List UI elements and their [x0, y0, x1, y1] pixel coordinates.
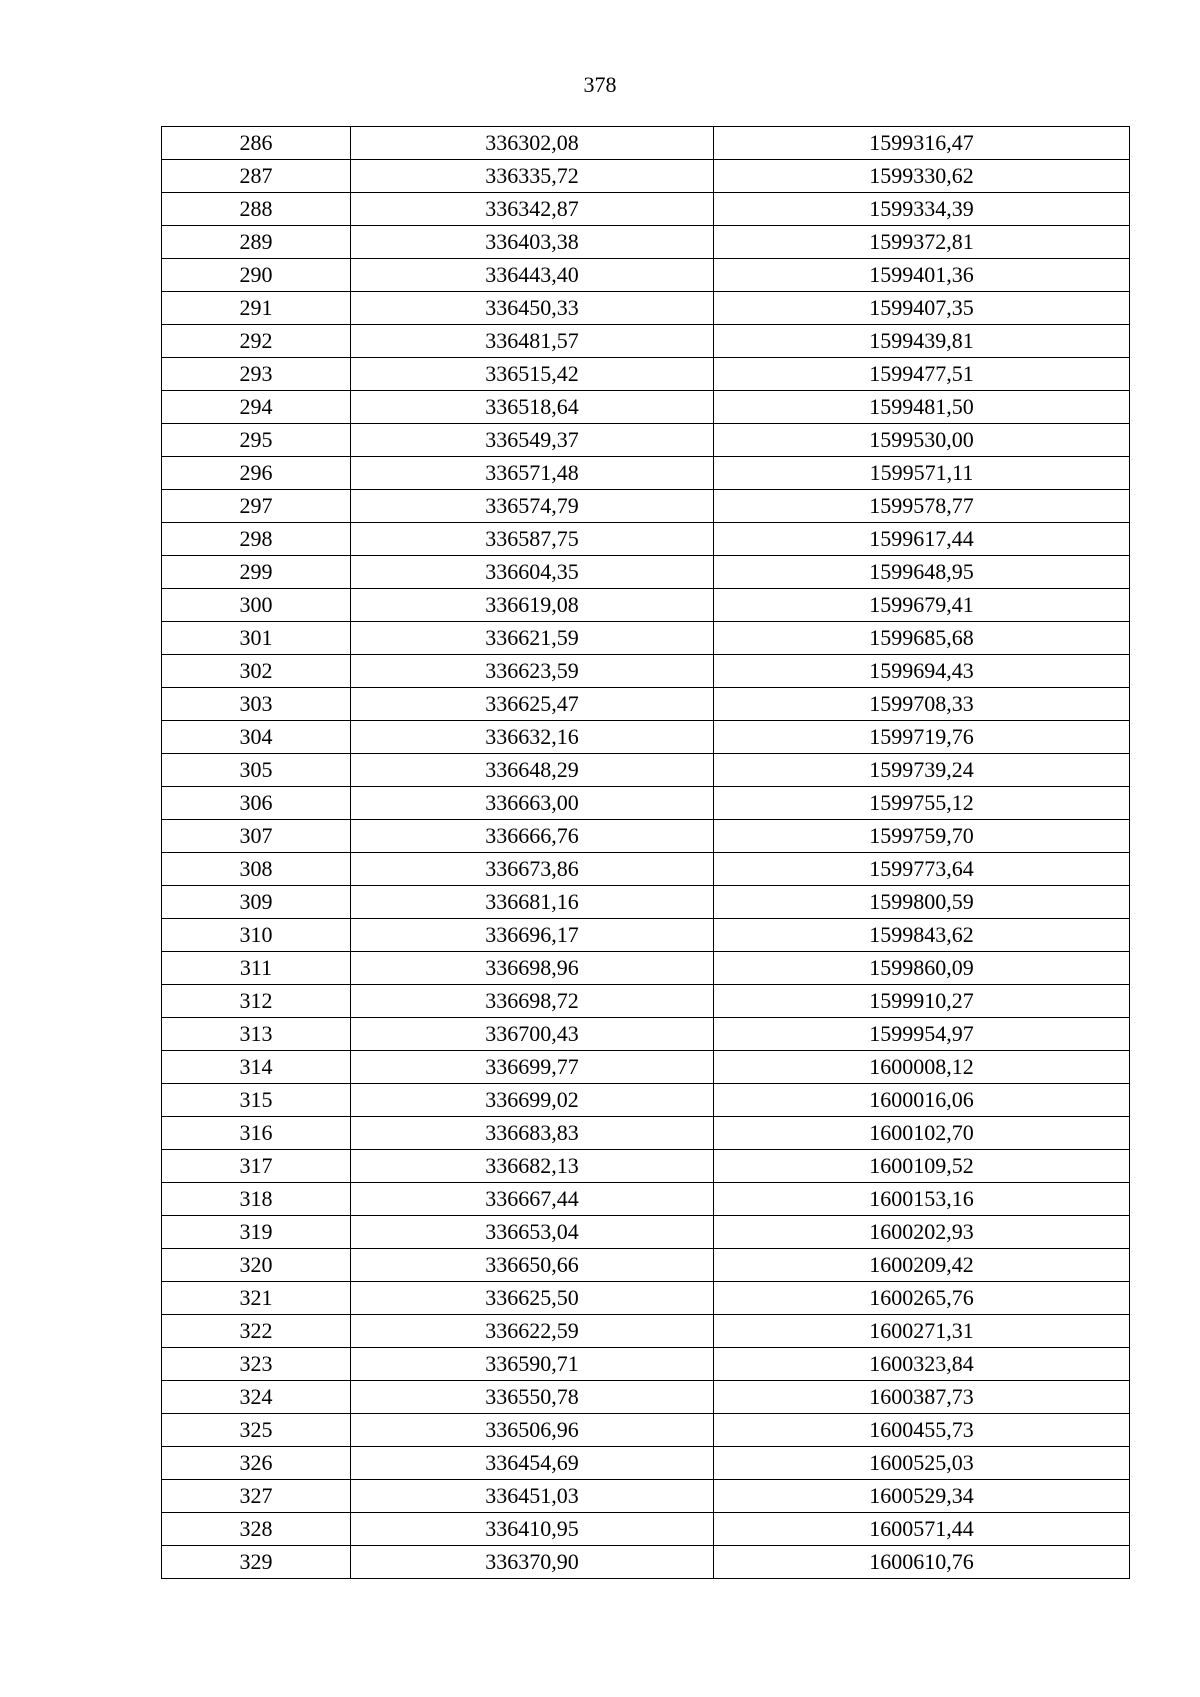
point-number-cell: 301 — [162, 622, 351, 655]
y-coordinate-cell: 1599739,24 — [714, 754, 1130, 787]
point-number-cell: 314 — [162, 1051, 351, 1084]
point-number-cell: 326 — [162, 1447, 351, 1480]
point-number-cell: 308 — [162, 853, 351, 886]
point-number-cell: 310 — [162, 919, 351, 952]
table-row — [162, 985, 1130, 1018]
table-row — [162, 325, 1130, 358]
y-coordinate-cell: 1599648,95 — [714, 556, 1130, 589]
point-number-cell: 319 — [162, 1216, 351, 1249]
table-row — [162, 1414, 1130, 1447]
x-coordinate-cell: 336518,64 — [351, 391, 714, 424]
table-row — [162, 919, 1130, 952]
x-coordinate-cell: 336410,95 — [351, 1513, 714, 1546]
table-row — [162, 1381, 1130, 1414]
table-row — [162, 391, 1130, 424]
point-number-cell: 324 — [162, 1381, 351, 1414]
point-number-cell: 294 — [162, 391, 351, 424]
y-coordinate-cell: 1600016,06 — [714, 1084, 1130, 1117]
table-row — [162, 1216, 1130, 1249]
point-number-cell: 292 — [162, 325, 351, 358]
x-coordinate-cell: 336454,69 — [351, 1447, 714, 1480]
point-number-cell: 321 — [162, 1282, 351, 1315]
table-row — [162, 193, 1130, 226]
table-row — [162, 754, 1130, 787]
x-coordinate-cell: 336667,44 — [351, 1183, 714, 1216]
table-row — [162, 589, 1130, 622]
x-coordinate-cell: 336673,86 — [351, 853, 714, 886]
point-number-cell: 300 — [162, 589, 351, 622]
point-number-cell: 323 — [162, 1348, 351, 1381]
x-coordinate-cell: 336370,90 — [351, 1546, 714, 1579]
page-number: 378 — [583, 72, 617, 97]
x-coordinate-cell: 336666,76 — [351, 820, 714, 853]
x-coordinate-cell: 336663,00 — [351, 787, 714, 820]
point-number-cell: 293 — [162, 358, 351, 391]
table-row — [162, 226, 1130, 259]
x-coordinate-cell: 336443,40 — [351, 259, 714, 292]
table-row — [162, 1084, 1130, 1117]
y-coordinate-cell: 1599578,77 — [714, 490, 1130, 523]
y-coordinate-cell: 1599617,44 — [714, 523, 1130, 556]
point-number-cell: 302 — [162, 655, 351, 688]
table-row — [162, 358, 1130, 391]
x-coordinate-cell: 336625,50 — [351, 1282, 714, 1315]
y-coordinate-cell: 1599800,59 — [714, 886, 1130, 919]
point-number-cell: 322 — [162, 1315, 351, 1348]
point-number-cell: 309 — [162, 886, 351, 919]
point-number-cell: 316 — [162, 1117, 351, 1150]
table-row — [162, 1117, 1130, 1150]
y-coordinate-cell: 1600209,42 — [714, 1249, 1130, 1282]
y-coordinate-cell: 1600153,16 — [714, 1183, 1130, 1216]
x-coordinate-cell: 336549,37 — [351, 424, 714, 457]
table-row — [162, 820, 1130, 853]
y-coordinate-cell: 1600202,93 — [714, 1216, 1130, 1249]
y-coordinate-cell: 1600455,73 — [714, 1414, 1130, 1447]
table-row — [162, 1513, 1130, 1546]
y-coordinate-cell: 1599954,97 — [714, 1018, 1130, 1051]
table-row — [162, 1348, 1130, 1381]
point-number-cell: 286 — [162, 127, 351, 160]
point-number-cell: 290 — [162, 259, 351, 292]
point-number-cell: 327 — [162, 1480, 351, 1513]
table-row — [162, 1150, 1130, 1183]
x-coordinate-cell: 336699,02 — [351, 1084, 714, 1117]
x-coordinate-cell: 336700,43 — [351, 1018, 714, 1051]
x-coordinate-cell: 336515,42 — [351, 358, 714, 391]
y-coordinate-cell: 1600610,76 — [714, 1546, 1130, 1579]
coordinates-table-body — [162, 127, 1130, 1579]
table-row — [162, 424, 1130, 457]
table-row — [162, 556, 1130, 589]
point-number-cell: 307 — [162, 820, 351, 853]
table-row — [162, 1051, 1130, 1084]
x-coordinate-cell: 336622,59 — [351, 1315, 714, 1348]
x-coordinate-cell: 336590,71 — [351, 1348, 714, 1381]
x-coordinate-cell: 336698,72 — [351, 985, 714, 1018]
table-row — [162, 1546, 1130, 1579]
y-coordinate-cell: 1599860,09 — [714, 952, 1130, 985]
point-number-cell: 312 — [162, 985, 351, 1018]
y-coordinate-cell: 1600102,70 — [714, 1117, 1130, 1150]
point-number-cell: 305 — [162, 754, 351, 787]
y-coordinate-cell: 1599685,68 — [714, 622, 1130, 655]
table-row — [162, 1282, 1130, 1315]
table-row — [162, 523, 1130, 556]
y-coordinate-cell: 1600008,12 — [714, 1051, 1130, 1084]
x-coordinate-cell: 336696,17 — [351, 919, 714, 952]
x-coordinate-cell: 336648,29 — [351, 754, 714, 787]
x-coordinate-cell: 336683,83 — [351, 1117, 714, 1150]
y-coordinate-cell: 1599407,35 — [714, 292, 1130, 325]
x-coordinate-cell: 336451,03 — [351, 1480, 714, 1513]
x-coordinate-cell: 336481,57 — [351, 325, 714, 358]
table-row — [162, 160, 1130, 193]
point-number-cell: 313 — [162, 1018, 351, 1051]
x-coordinate-cell: 336623,59 — [351, 655, 714, 688]
table-row — [162, 622, 1130, 655]
table-row — [162, 1249, 1130, 1282]
table-row — [162, 655, 1130, 688]
x-coordinate-cell: 336682,13 — [351, 1150, 714, 1183]
x-coordinate-cell: 336506,96 — [351, 1414, 714, 1447]
x-coordinate-cell: 336335,72 — [351, 160, 714, 193]
y-coordinate-cell: 1599843,62 — [714, 919, 1130, 952]
x-coordinate-cell: 336653,04 — [351, 1216, 714, 1249]
x-coordinate-cell: 336619,08 — [351, 589, 714, 622]
table-row — [162, 1018, 1130, 1051]
x-coordinate-cell: 336550,78 — [351, 1381, 714, 1414]
x-coordinate-cell: 336342,87 — [351, 193, 714, 226]
table-row — [162, 127, 1130, 160]
table-row — [162, 886, 1130, 919]
x-coordinate-cell: 336302,08 — [351, 127, 714, 160]
point-number-cell: 318 — [162, 1183, 351, 1216]
point-number-cell: 299 — [162, 556, 351, 589]
table-row — [162, 688, 1130, 721]
x-coordinate-cell: 336604,35 — [351, 556, 714, 589]
y-coordinate-cell: 1599334,39 — [714, 193, 1130, 226]
table-row — [162, 457, 1130, 490]
point-number-cell: 317 — [162, 1150, 351, 1183]
table-row — [162, 721, 1130, 754]
table-row — [162, 853, 1130, 886]
table-row — [162, 1480, 1130, 1513]
x-coordinate-cell: 336698,96 — [351, 952, 714, 985]
point-number-cell: 325 — [162, 1414, 351, 1447]
point-number-cell: 298 — [162, 523, 351, 556]
table-row — [162, 259, 1130, 292]
point-number-cell: 306 — [162, 787, 351, 820]
y-coordinate-cell: 1599330,62 — [714, 160, 1130, 193]
y-coordinate-cell: 1599910,27 — [714, 985, 1130, 1018]
point-number-cell: 297 — [162, 490, 351, 523]
point-number-cell: 289 — [162, 226, 351, 259]
y-coordinate-cell: 1599439,81 — [714, 325, 1130, 358]
point-number-cell: 295 — [162, 424, 351, 457]
y-coordinate-cell: 1599530,00 — [714, 424, 1130, 457]
y-coordinate-cell: 1599759,70 — [714, 820, 1130, 853]
point-number-cell: 328 — [162, 1513, 351, 1546]
y-coordinate-cell: 1599316,47 — [714, 127, 1130, 160]
point-number-cell: 320 — [162, 1249, 351, 1282]
table-row — [162, 952, 1130, 985]
point-number-cell: 315 — [162, 1084, 351, 1117]
y-coordinate-cell: 1599708,33 — [714, 688, 1130, 721]
y-coordinate-cell: 1599571,11 — [714, 457, 1130, 490]
x-coordinate-cell: 336571,48 — [351, 457, 714, 490]
x-coordinate-cell: 336574,79 — [351, 490, 714, 523]
y-coordinate-cell: 1600323,84 — [714, 1348, 1130, 1381]
y-coordinate-cell: 1599481,50 — [714, 391, 1130, 424]
y-coordinate-cell: 1600109,52 — [714, 1150, 1130, 1183]
x-coordinate-cell: 336625,47 — [351, 688, 714, 721]
point-number-cell: 287 — [162, 160, 351, 193]
y-coordinate-cell: 1599694,43 — [714, 655, 1130, 688]
point-number-cell: 288 — [162, 193, 351, 226]
table-row — [162, 292, 1130, 325]
table-row — [162, 1315, 1130, 1348]
y-coordinate-cell: 1599755,12 — [714, 787, 1130, 820]
point-number-cell: 329 — [162, 1546, 351, 1579]
coordinates-table — [161, 126, 1130, 1579]
x-coordinate-cell: 336621,59 — [351, 622, 714, 655]
point-number-cell: 303 — [162, 688, 351, 721]
x-coordinate-cell: 336587,75 — [351, 523, 714, 556]
point-number-cell: 311 — [162, 952, 351, 985]
point-number-cell: 304 — [162, 721, 351, 754]
x-coordinate-cell: 336450,33 — [351, 292, 714, 325]
y-coordinate-cell: 1600265,76 — [714, 1282, 1130, 1315]
x-coordinate-cell: 336650,66 — [351, 1249, 714, 1282]
table-row — [162, 1183, 1130, 1216]
point-number-cell: 296 — [162, 457, 351, 490]
x-coordinate-cell: 336632,16 — [351, 721, 714, 754]
table-row — [162, 490, 1130, 523]
y-coordinate-cell: 1600571,44 — [714, 1513, 1130, 1546]
table-row — [162, 1447, 1130, 1480]
y-coordinate-cell: 1599773,64 — [714, 853, 1130, 886]
y-coordinate-cell: 1599401,36 — [714, 259, 1130, 292]
x-coordinate-cell: 336403,38 — [351, 226, 714, 259]
y-coordinate-cell: 1599679,41 — [714, 589, 1130, 622]
point-number-cell: 291 — [162, 292, 351, 325]
y-coordinate-cell: 1600525,03 — [714, 1447, 1130, 1480]
y-coordinate-cell: 1600271,31 — [714, 1315, 1130, 1348]
table-row — [162, 787, 1130, 820]
y-coordinate-cell: 1599719,76 — [714, 721, 1130, 754]
y-coordinate-cell: 1600529,34 — [714, 1480, 1130, 1513]
x-coordinate-cell: 336699,77 — [351, 1051, 714, 1084]
x-coordinate-cell: 336681,16 — [351, 886, 714, 919]
y-coordinate-cell: 1599372,81 — [714, 226, 1130, 259]
y-coordinate-cell: 1599477,51 — [714, 358, 1130, 391]
y-coordinate-cell: 1600387,73 — [714, 1381, 1130, 1414]
